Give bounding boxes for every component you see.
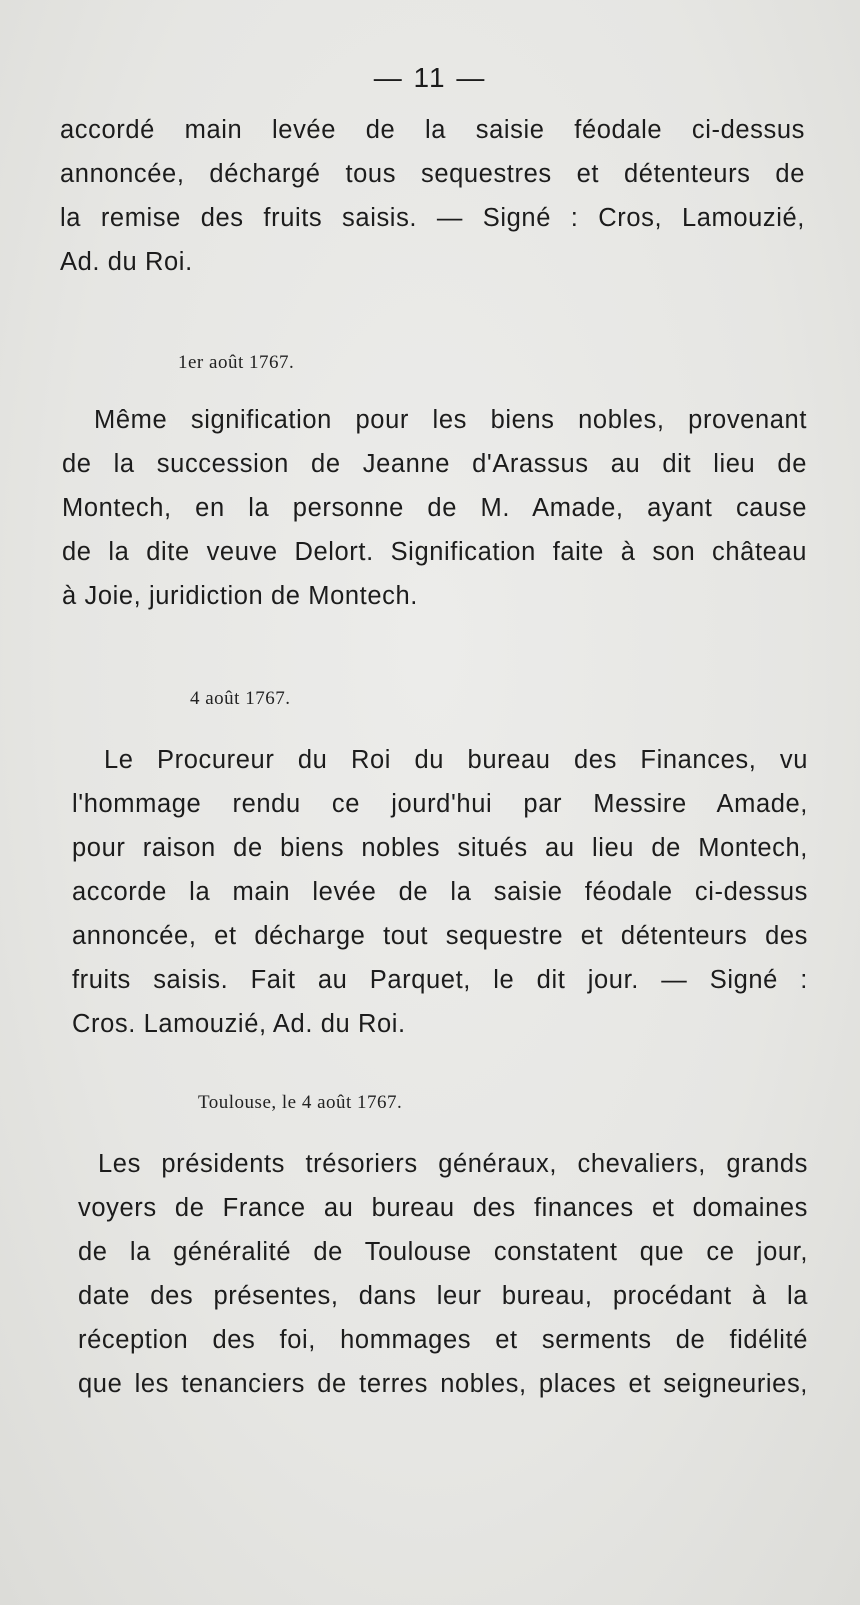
text-line: accorde la main levée de la saisie féodale ci-dessus <box>72 878 808 906</box>
text-line: pour raison de biens nobles situés au lieu de Montech, <box>72 834 808 862</box>
text-line: l'hommage rendu ce jourd'hui par Messire Amade, <box>72 790 808 818</box>
paragraph-text <box>62 398 807 618</box>
text-line: annoncée, et décharge tout sequestre et détenteurs des <box>72 922 808 950</box>
text-line: date des présentes, dans leur bureau, procédant à la <box>78 1282 808 1310</box>
text-line: Cros. Lamouzié, Ad. du Roi. <box>72 1010 406 1038</box>
entry-date: Toulouse, le 4 août 1767. <box>198 1092 403 1113</box>
text-line: fruits saisis. Fait au Parquet, le dit jour. — Signé : <box>72 966 808 994</box>
paragraph-continuation <box>60 108 805 284</box>
text-line: annoncée, déchargé tous sequestres et détenteurs de <box>60 160 805 188</box>
text-line: Le Procureur du Roi du bureau des Finances, vu <box>104 746 808 774</box>
paragraph-presidents <box>78 1142 808 1406</box>
page-number: — 11 — <box>373 62 487 93</box>
text-line: voyers de France au bureau des finances et domaines <box>78 1194 808 1222</box>
text-line: à Joie, juridiction de Montech. <box>62 582 418 610</box>
text-line: de la généralité de Toulouse constatent que ce jour, <box>78 1238 808 1266</box>
paragraph-text <box>60 108 805 284</box>
text-line: la remise des fruits saisis. — Signé : Cros, Lamouzié, <box>60 204 805 232</box>
text-line: que les tenanciers de terres nobles, places et seigneuries, <box>78 1370 808 1398</box>
text-line: de la dite veuve Delort. Signification faite à son château <box>62 538 807 566</box>
text-line: Montech, en la personne de M. Amade, ayant cause <box>62 494 807 522</box>
text-line: Ad. du Roi. <box>60 248 193 276</box>
text-line: Les présidents trésoriers généraux, chevaliers, grands <box>98 1150 808 1178</box>
text-line: accordé main levée de la saisie féodale ci-dessus <box>60 116 805 144</box>
paragraph-signification <box>62 398 807 618</box>
paragraph-text <box>72 738 808 1046</box>
entry-date: 4 août 1767. <box>190 688 291 709</box>
paragraph-procureur <box>72 738 808 1046</box>
text-line: Même signification pour les biens nobles, provenant <box>94 406 807 434</box>
text-line: de la succession de Jeanne d'Arassus au dit lieu de <box>62 450 807 478</box>
entry-date: 1er août 1767. <box>178 352 295 373</box>
paragraph-text <box>78 1142 808 1406</box>
text-line: réception des foi, hommages et serments de fidélité <box>78 1326 808 1354</box>
